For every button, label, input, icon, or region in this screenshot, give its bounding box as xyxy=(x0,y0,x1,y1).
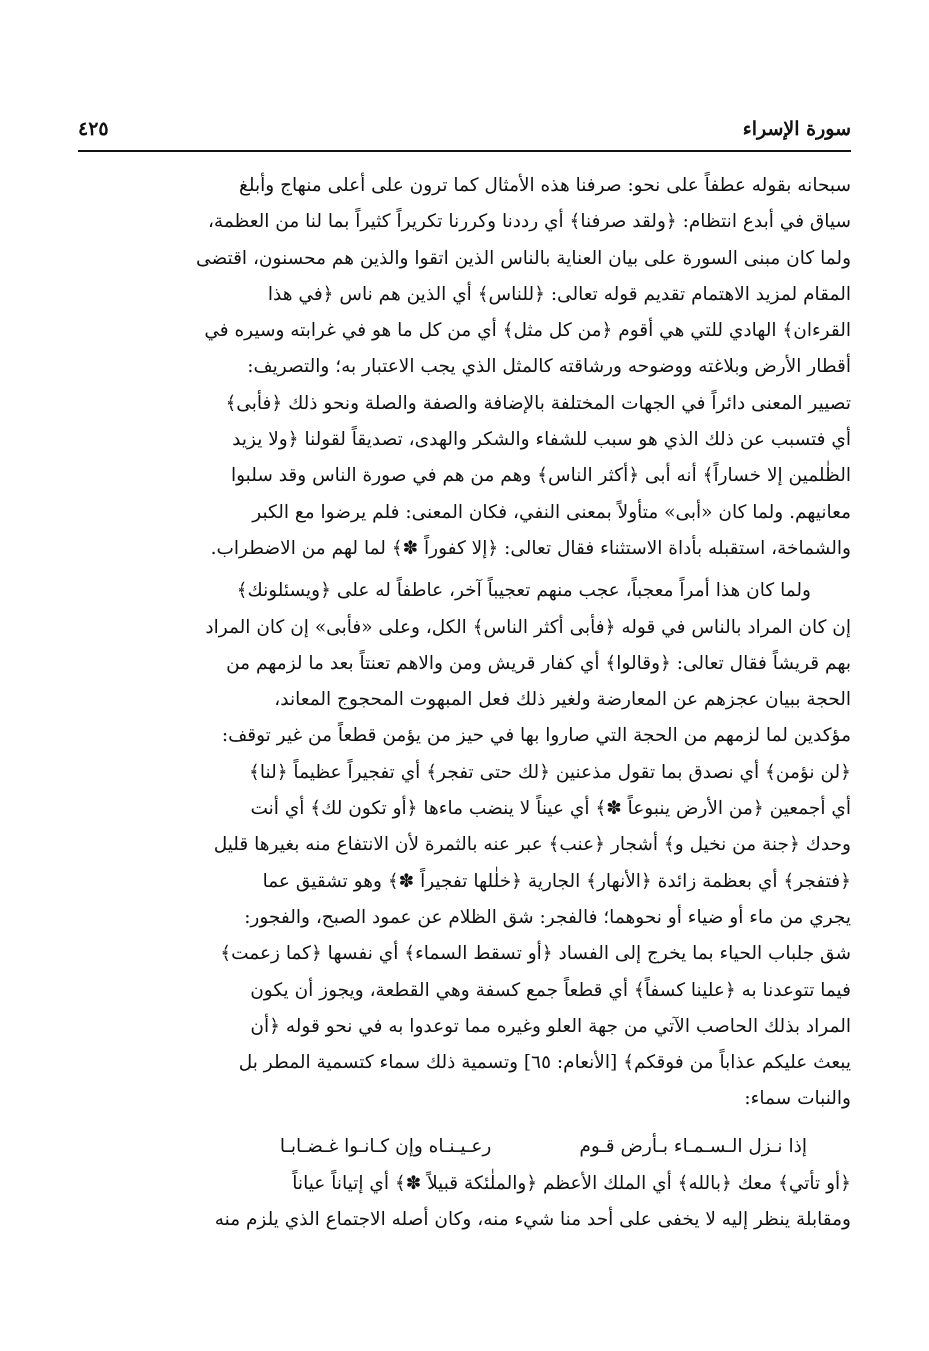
paragraph-start-line: ولما كان هذا أمراً معجباً، عجب منهم تعجيباً آخر، عاطفاً له على ﴿ويسئلونك﴾ xyxy=(236,580,811,602)
surah-title: سورة الإسراء xyxy=(742,118,851,140)
text-line: وحدك ﴿جنة من نخيل و﴾ أشجار ﴿عنب﴾ عبر عنه بالثمرة لأن الانتفاع منه بغيرها قليل xyxy=(213,834,851,856)
text-line: المراد بذلك الحاصب الآتي من جهة العلو وغيره مما توعدوا به في نحو قوله ﴿أن xyxy=(250,1015,851,1037)
header-rule xyxy=(78,150,851,152)
text-line: أقطار الأرض وبلاغته ووضوحه ورشاقته كالمثل الذي يجب الاعتبار به؛ والتصريف: xyxy=(247,356,851,378)
poem-hemistich-second: رعـيـنـاه وإن كـانـوا غـضـابـا xyxy=(279,1135,492,1157)
text-line: القرءان﴾ الهادي للتي هي أقوم ﴿من كل مثل﴾ أي من كل ما هو في غرابته وسيره في xyxy=(204,320,851,342)
text-line: الحجة ببيان عجزهم عن المعارضة ولغير ذلك فعل المبهوت المحجوج المعاند، xyxy=(274,689,851,711)
text-line: فيما تتوعدنا به ﴿علينا كسفاً﴾ أي قطعاً جمع كسفة وهي القطعة، ويجوز أن يكون xyxy=(250,979,851,1001)
text-line: الظٰلمين إلا خساراً﴾ أنه أبى ﴿أكثر الناس﴾ وهم من هم في صورة الناس وقد سلبوا xyxy=(230,465,851,487)
page-header xyxy=(78,118,851,150)
text-line: مؤكدين لما لزمهم من الحجة التي صاروا بها في حيز من يؤمن قطعاً من غير توقف: xyxy=(221,725,851,747)
text-line: بهم قريشاً فقال تعالى: ﴿وقالوا﴾ أي كفار قريش ومن والاهم تعنتاً بعد ما لزمهم من xyxy=(226,652,851,674)
text-line: إن كان المراد بالناس في قوله ﴿فأبى أكثر الناس﴾ الكل، وعلى «فأبى» إن كان المراد xyxy=(205,616,851,638)
text-line: سبحانه بقوله عطفاً على نحو: صرفنا هذه الأمثال كما ترون على أعلى منهاج وأبلغ xyxy=(239,175,851,196)
text-line: والشماخة، استقبله بأداة الاستثناء فقال تعالى: ﴿إلا كفوراً ✽﴾ لما لهم من الاضطراب. xyxy=(210,537,851,559)
text-line: أي فتسبب عن ذلك الذي هو سبب للشفاء والشكر والهدى، تصديقاً لقولنا ﴿ولا يزيد xyxy=(232,429,851,451)
poem-hemistich-first: إذا نـزل الـسـمـاء بـأرض قـوم xyxy=(579,1135,807,1157)
text-line: المقام لمزيد الاهتمام تقديم قوله تعالى: ﴿للناس﴾ أي الذين هم ناس ﴿في هذا xyxy=(267,283,851,305)
text-line: سياق في أبدع انتظام: ﴿ولقد صرفنا﴾ أي رددنا وكررنا تكريراً كثيراً بما لنا من العظمة، xyxy=(207,211,851,233)
text-line: والنبات سماء: xyxy=(744,1088,851,1110)
page-number: ٤٢٥ xyxy=(78,118,109,140)
text-line: ﴿لن نؤمن﴾ أي نصدق بما تقول مذعنين ﴿لك حتى تفجر﴾ أي تفجيراً عظيماً ﴿لنا﴾ xyxy=(249,761,851,783)
text-line: ولما كان مبنى السورة على بيان العناية بالناس الذين اتقوا والذين هم محسنون، اقتضى xyxy=(196,247,851,269)
text-line: شق جلباب الحياء بما يخرج إلى الفساد ﴿أو تسقط السماء﴾ أي نفسها ﴿كما زعمت﴾ xyxy=(220,943,851,965)
poem-verse xyxy=(78,1128,851,1166)
text-line: تصيير المعنى دائراً في الجهات المختلفة بالإضافة والصفة والصلة ونحو ذلك ﴿فأبى﴾ xyxy=(225,392,851,414)
text-line: يبعث عليكم عذاباً من فوقكم﴾ [الأنعام: ٦٥] وتسمية ذلك سماء كتسمية المطر بل xyxy=(238,1052,851,1074)
text-line: ومقابلة ينظر إليه لا يخفى على أحد منا شيء منه، وكان أصله الاجتماع الذي يلزم منه xyxy=(214,1209,851,1231)
text-line: ﴿أو تأتي﴾ معك ﴿بالله﴾ أي الملك الأعظم ﴿والملٰئكة قبيلاً ✽﴾ أي إتياناً عياناً xyxy=(292,1172,851,1194)
text-line: ﴿فتفجر﴾ أي بعظمة زائدة ﴿الأنهار﴾ الجارية ﴿خلٰلها تفجيراً ✽﴾ وهو تشقيق عما xyxy=(262,870,851,892)
text-line: يجري من ماء أو ضياء أو نحوهما؛ فالفجر: شق الظلام عن عمود الصبح، والفجور: xyxy=(244,906,851,928)
page-body xyxy=(78,168,851,1238)
text-line: معانيهم. ولما كان «أبى» متأولاً بمعنى النفي، فكان المعنى: فلم يرضوا مع الكبر xyxy=(252,501,851,523)
text-line: أي أجمعين ﴿من الأرض ينبوعاً ✽﴾ أي عيناً لا ينضب ماءها ﴿أو تكون لك﴾ أي أنت xyxy=(250,798,851,820)
